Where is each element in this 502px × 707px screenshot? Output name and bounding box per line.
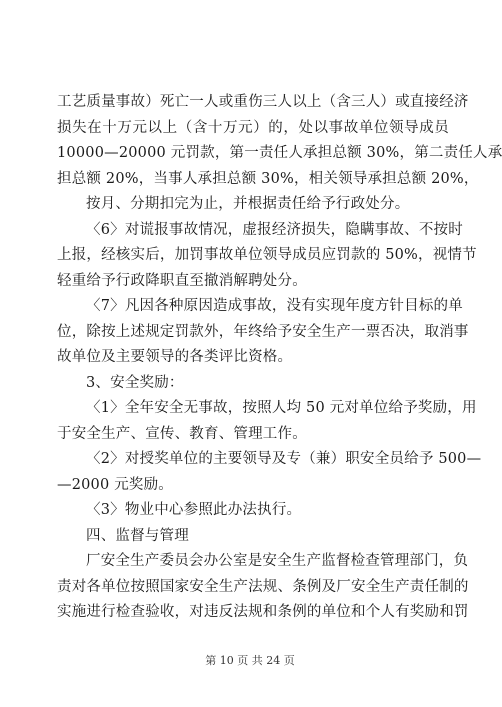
text-line: 位，除按上述规定罚款外，年终给予安全生产一票否决，取消事 — [57, 323, 469, 340]
text-line: 上报，经核实后，加罚事故单位领导成员应罚款的 50%，视情节 — [57, 247, 477, 263]
text-line: 按月、分期扣完为止，并根据责任给予行政处分。 — [86, 196, 410, 212]
text-line: 〈6〉对谎报事故情况，虚报经济损失，隐瞒事故、不按时 — [86, 221, 463, 238]
text-line: 〈1〉全年安全无事故，按照人均 50 元对单位给予奖励，用 — [86, 400, 477, 416]
text-line: 10000—20000 元罚款，第一责任人承担总额 30%，第二责任人承 — [57, 145, 502, 161]
text-line: 3、安全奖励： — [86, 374, 184, 391]
text-line: 〈2〉对授奖单位的主要领导及专（兼）职安全员给予 500— — [86, 451, 482, 467]
text-line: 担总额 20%，当事人承担总额 30%，相关领导承担总额 20%， — [57, 170, 479, 187]
text-line: 工艺质量事故）死亡一人或重伤三人以上（含三人）或直接经济 — [57, 94, 469, 110]
text-line: 四、监督与管理 — [86, 527, 189, 544]
text-line: 实施进行检查验收，对违反法规和条例的单位和个人有奖励和罚 — [57, 604, 469, 620]
text-line: 责对各单位按照国家安全生产法规、条例及厂安全生产责任制的 — [57, 578, 469, 595]
page-footer: 第 10 页 共 24 页 — [205, 654, 295, 667]
text-line: 〈7〉凡因各种原因造成事故，没有实现年度方针目标的单 — [86, 298, 463, 314]
text-line: 于安全生产、宣传、教育、管理工作。 — [57, 425, 307, 442]
text-line: 损失在十万元以上（含十万元）的，处以事故单位领导成员 — [57, 119, 449, 136]
text-line: 厂安全生产委员会办公室是安全生产监督检查管理部门，负 — [86, 553, 469, 569]
text-line: 轻重给予行政降职直至撤消解聘处分。 — [57, 272, 307, 289]
document-body — [57, 90, 502, 626]
text-line: 故单位及主要领导的各类评比资格。 — [57, 349, 293, 365]
text-line: —2000 元奖励。 — [57, 476, 174, 493]
text-line: 〈3〉物业中心参照此办法执行。 — [86, 502, 302, 518]
